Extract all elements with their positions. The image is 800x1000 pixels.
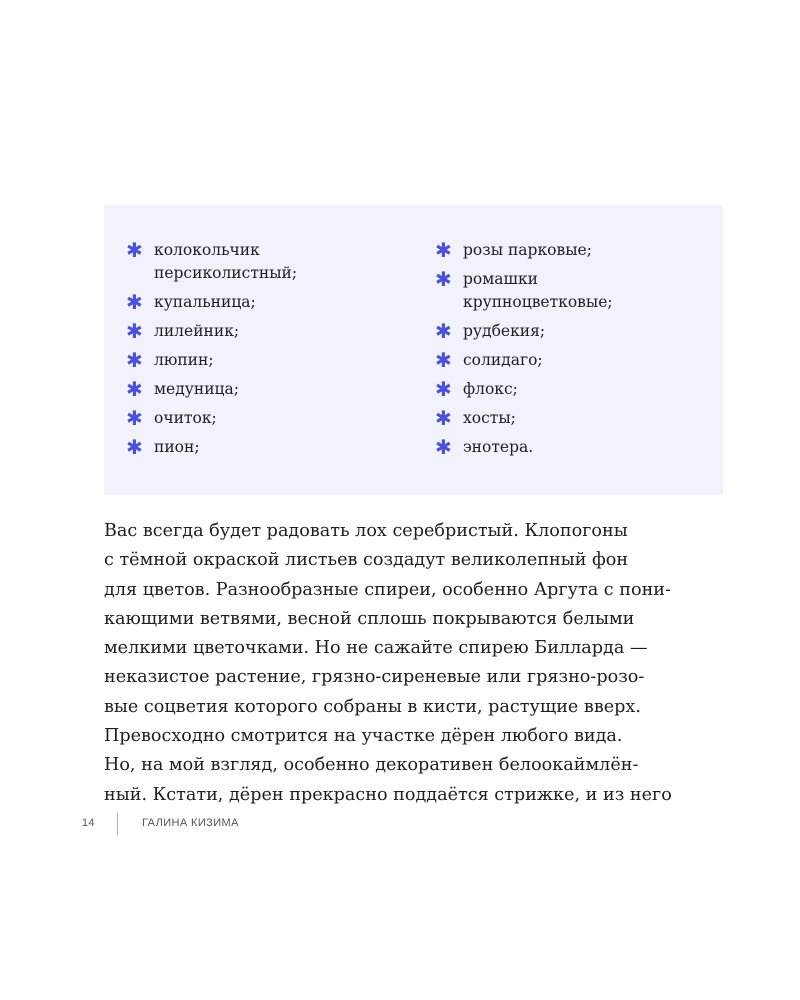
asterisk-bullet-icon: ✱ bbox=[435, 377, 452, 401]
plant-list-item bbox=[435, 268, 707, 314]
plant-list-item bbox=[126, 239, 398, 285]
plant-list-item bbox=[435, 407, 707, 430]
body-text-line: неказистое растение, грязно-сиреневые или грязно-розо- bbox=[104, 667, 645, 688]
body-text-line: вые соцветия которого собраны в кисти, растущие вверх. bbox=[104, 696, 641, 717]
body-text-line: с тёмной окраской листьев создадут великолепный фон bbox=[104, 550, 629, 571]
plant-list-item bbox=[435, 378, 707, 401]
footer-divider bbox=[117, 813, 118, 835]
asterisk-bullet-icon: ✱ bbox=[435, 319, 452, 343]
asterisk-bullet-icon: ✱ bbox=[435, 435, 452, 459]
asterisk-bullet-icon: ✱ bbox=[126, 348, 143, 372]
plant-name-text: рудбекия; bbox=[463, 322, 546, 340]
plant-list-item bbox=[126, 378, 398, 401]
plant-name-text: персиколистный; bbox=[154, 264, 298, 282]
plant-list-item bbox=[435, 349, 707, 372]
plant-list-callout bbox=[104, 205, 723, 495]
body-text-line: для цветов. Разнообразные спиреи, особенно Аргута с пони- bbox=[104, 579, 671, 600]
asterisk-bullet-icon: ✱ bbox=[126, 406, 143, 430]
body-text-line: Вас всегда будет радовать лох серебристый. Клопогоны bbox=[104, 521, 628, 541]
plant-name-text: люпин; bbox=[154, 351, 214, 369]
body-text-line: ный. Кстати, дёрен прекрасно поддаётся стрижке, и из него bbox=[104, 784, 672, 805]
plant-name-text: ромашки bbox=[463, 270, 538, 288]
asterisk-bullet-icon: ✱ bbox=[126, 290, 143, 314]
body-text-line: кающими ветвями, весной сплошь покрываются белыми bbox=[104, 608, 635, 629]
plant-name-text: энотера. bbox=[463, 438, 534, 456]
plant-list-item bbox=[126, 436, 398, 459]
asterisk-bullet-icon: ✱ bbox=[126, 319, 143, 343]
asterisk-bullet-icon: ✱ bbox=[126, 377, 143, 401]
asterisk-bullet-icon: ✱ bbox=[126, 435, 143, 459]
plant-list-item bbox=[435, 436, 707, 459]
plant-name-text: очиток; bbox=[154, 409, 217, 427]
asterisk-bullet-icon: ✱ bbox=[435, 348, 452, 372]
body-text-line: мелкими цветочками. Но не сажайте спирею Билларда — bbox=[104, 638, 648, 659]
plant-list-item bbox=[435, 239, 707, 262]
running-head-author: ГАЛИНА КИЗИМА bbox=[142, 817, 239, 829]
plant-list-item bbox=[126, 291, 398, 314]
plant-name-text: колокольчик bbox=[154, 241, 260, 259]
body-paragraph bbox=[104, 517, 744, 810]
plant-name-text: лилейник; bbox=[154, 322, 240, 340]
plant-name-text: солидаго; bbox=[463, 351, 543, 369]
plant-list-left-column bbox=[126, 239, 398, 465]
plant-name-text: хосты; bbox=[463, 409, 516, 427]
plant-list-item bbox=[126, 349, 398, 372]
plant-list-item bbox=[126, 407, 398, 430]
plant-name-text: флокс; bbox=[463, 380, 518, 398]
page-footer bbox=[0, 813, 800, 837]
plant-name-text: медуница; bbox=[154, 380, 239, 398]
plant-list-item bbox=[435, 320, 707, 343]
plant-name-text: купальница; bbox=[154, 293, 256, 311]
asterisk-bullet-icon: ✱ bbox=[435, 406, 452, 430]
page-number: 14 bbox=[82, 817, 95, 829]
plant-name-text: крупноцветковые; bbox=[463, 293, 613, 311]
body-text-line: Превосходно смотрится на участке дёрен любого вида. bbox=[104, 726, 623, 747]
plant-list-right-column bbox=[435, 239, 707, 465]
plant-list-item bbox=[126, 320, 398, 343]
plant-name-text: пион; bbox=[154, 438, 200, 456]
plant-name-text: розы парковые; bbox=[463, 241, 592, 259]
body-text-line: Но, на мой взгляд, особенно декоративен белоокаймлён- bbox=[104, 755, 639, 776]
asterisk-bullet-icon: ✱ bbox=[435, 267, 452, 291]
asterisk-bullet-icon: ✱ bbox=[435, 238, 452, 262]
asterisk-bullet-icon: ✱ bbox=[126, 238, 143, 262]
